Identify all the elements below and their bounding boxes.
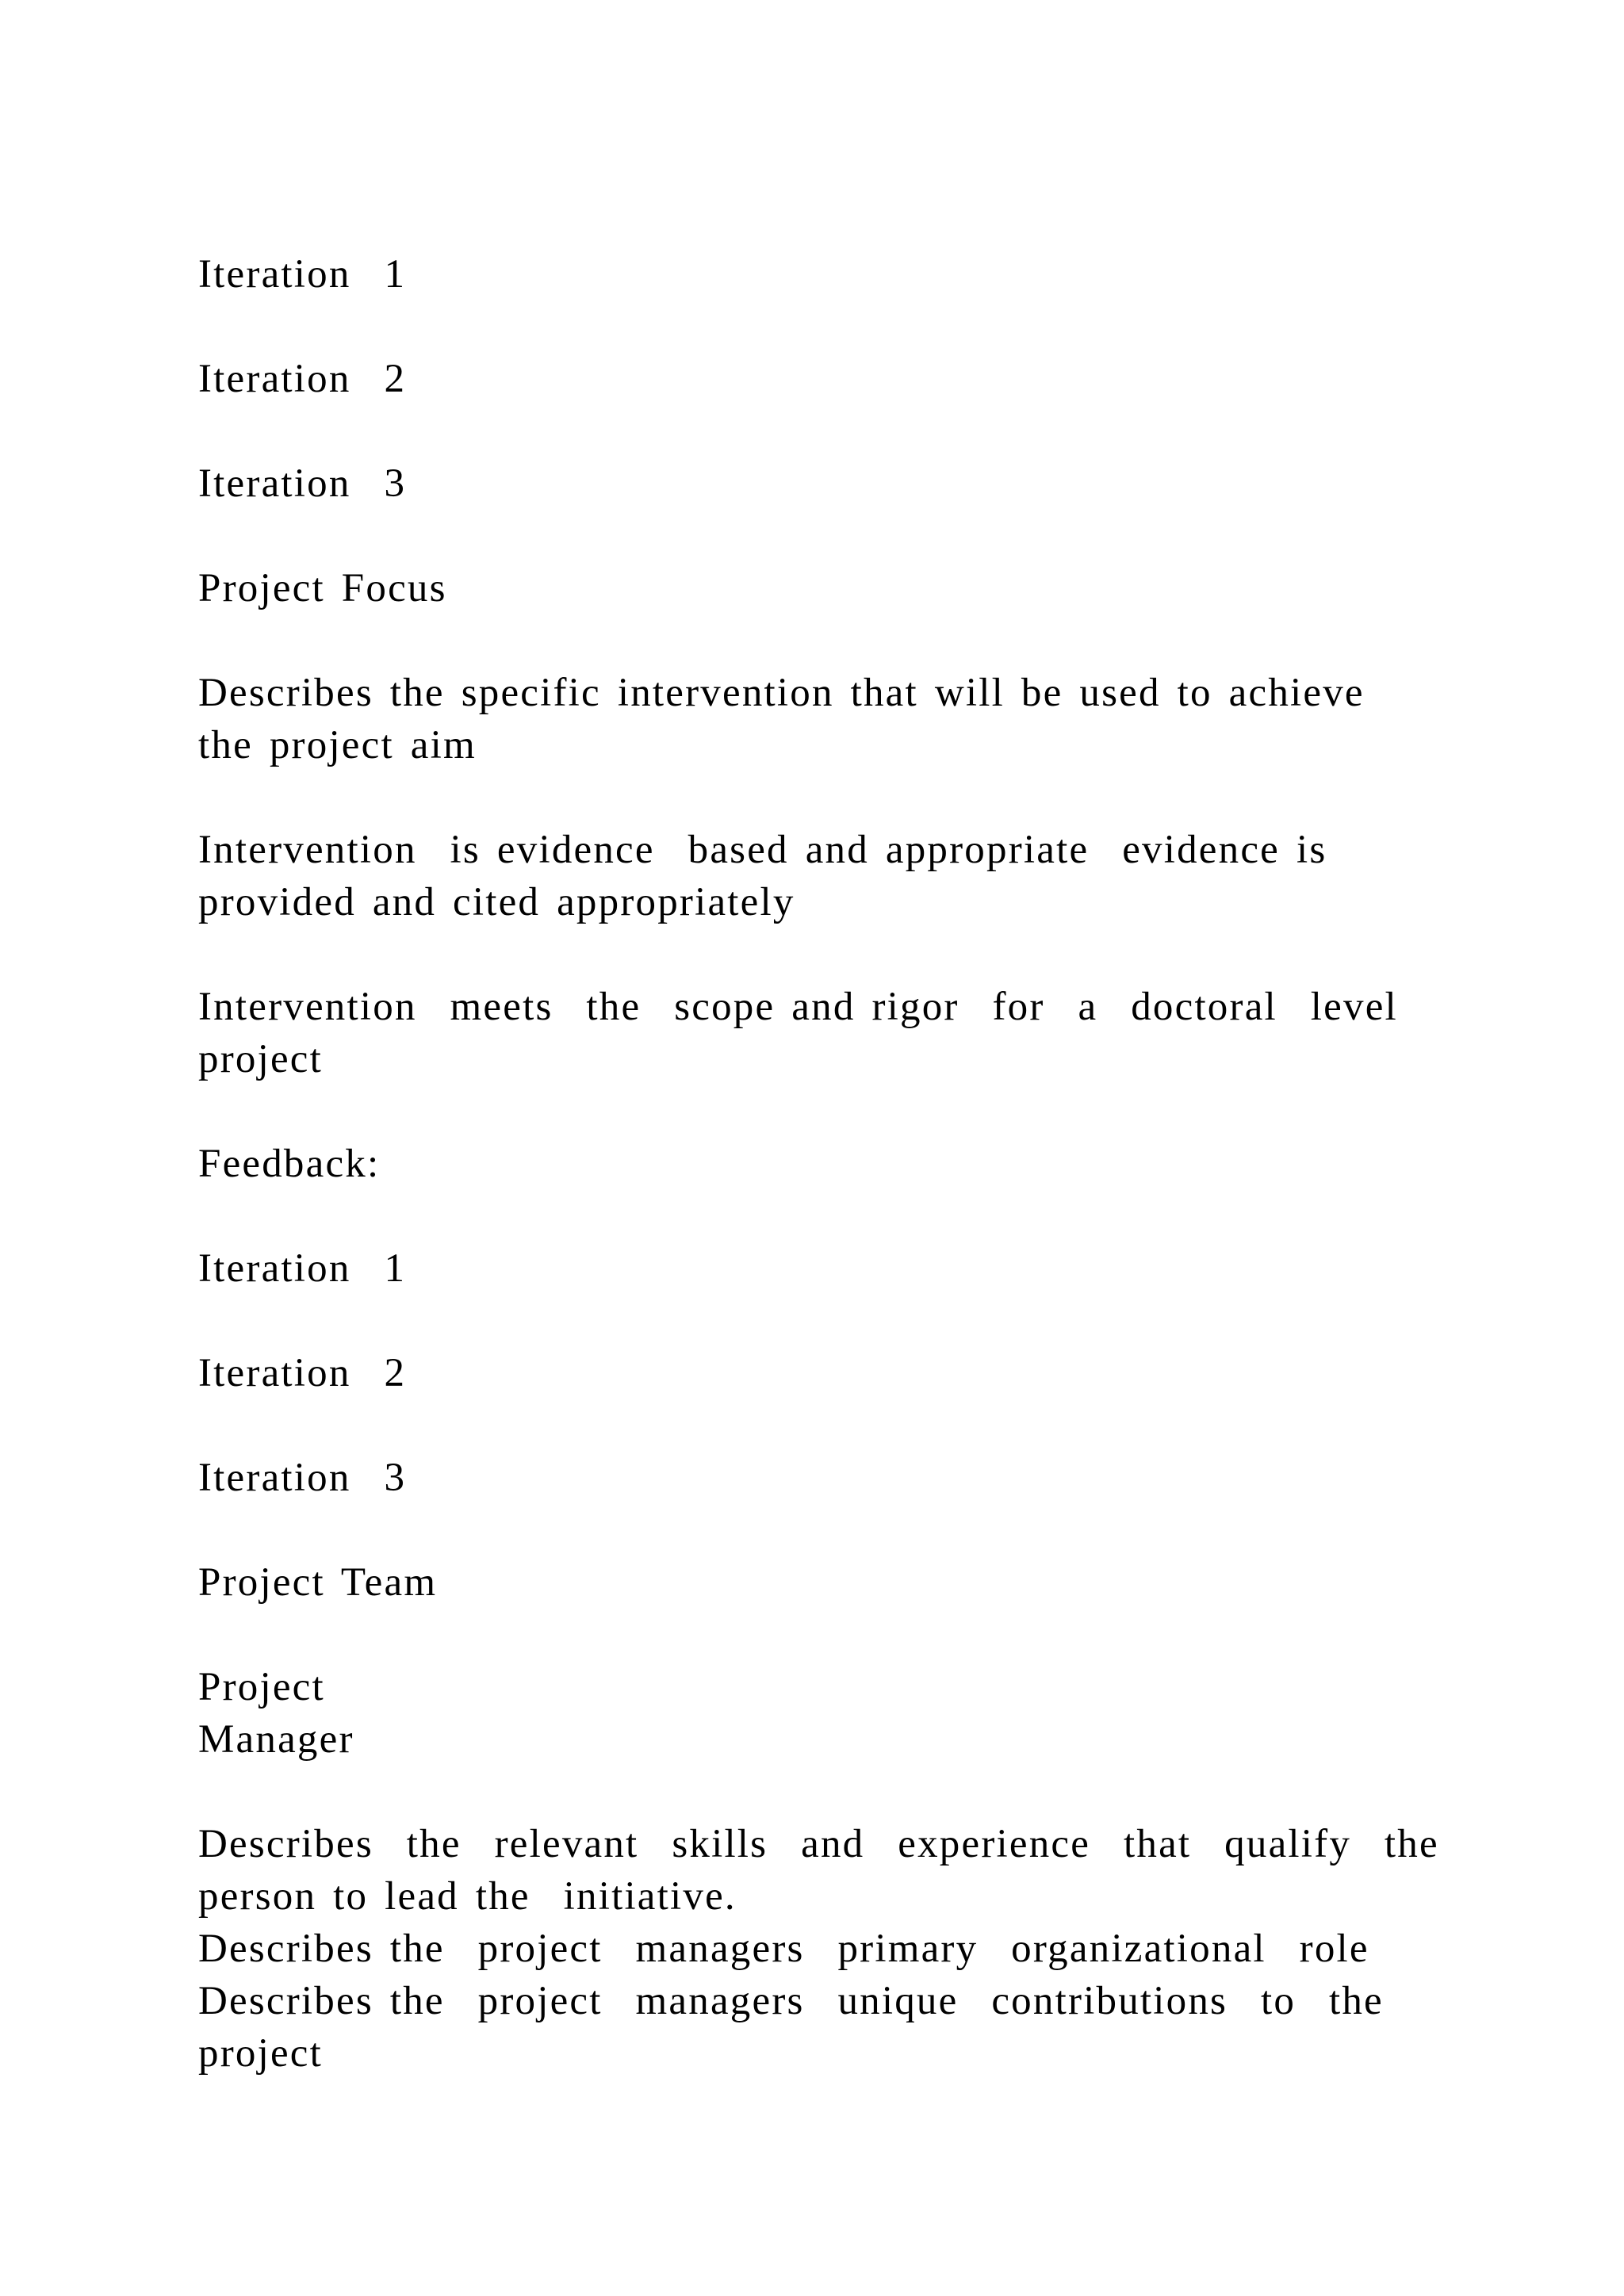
team-criterion-1-line-2: person to lead the initiative.	[198, 1874, 737, 1919]
team-criterion-2: Describes the project managers primary organizational role	[198, 1927, 1369, 1971]
focus-criterion-3-line-2: project	[198, 1037, 323, 1081]
iteration-1-label: Iteration 1	[198, 1246, 407, 1291]
project-manager-label-line-1: Project	[198, 1665, 325, 1709]
iteration-2-label: Iteration 2	[198, 1351, 407, 1395]
team-criterion-1-line-1: Describes the relevant skills and experience that qualify the	[198, 1822, 1439, 1866]
project-team-heading: Project Team	[198, 1560, 438, 1605]
focus-criterion-2-line-2: provided and cited appropriately	[198, 880, 795, 924]
focus-criterion-1-line-2: the project aim	[198, 723, 477, 767]
iteration-3-label: Iteration 3	[198, 1456, 407, 1500]
feedback-label: Feedback:	[198, 1142, 381, 1186]
iteration-2-label: Iteration 2	[198, 357, 407, 401]
focus-criterion-2-line-1: Intervention is evidence based and appropriate evidence is	[198, 828, 1327, 872]
iteration-3-label: Iteration 3	[198, 461, 407, 506]
iteration-1-label: Iteration 1	[198, 252, 407, 297]
team-criterion-3-line-1: Describes the project managers unique contributions to the	[198, 1979, 1384, 2023]
project-manager-label-line-2: Manager	[198, 1717, 354, 1762]
project-focus-heading: Project Focus	[198, 566, 447, 610]
focus-criterion-1-line-1: Describes the specific intervention that will be used to achieve	[198, 671, 1365, 715]
focus-criterion-3-line-1: Intervention meets the scope and rigor for a doctoral level	[198, 985, 1398, 1029]
team-criterion-3-line-2: project	[198, 2031, 323, 2076]
